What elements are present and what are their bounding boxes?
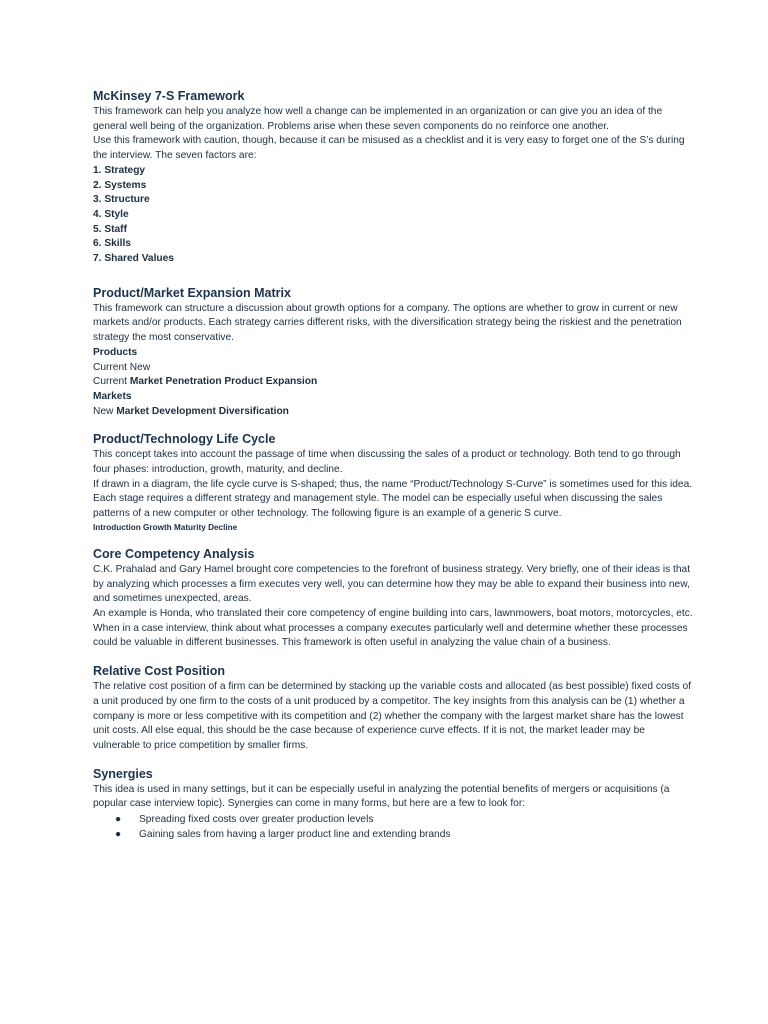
paragraph: An example is Honda, who translated their core competency of engine building into cars, lawnmowers, boat motors, motorcycles, etc. When in a case interview, think about what processes a company executes particularly well and determine whether these processes could be valuable in different businesses. This framework is often useful in analyzing the value chain of a business.	[93, 607, 693, 649]
heading-lifecycle: Product/Technology Life Cycle	[93, 432, 276, 447]
paragraph: If drawn in a diagram, the life cycle curve is S-shaped; thus, the name “Product/Technology S-Curve” is sometimes used for this idea. Each stage requires a different strategy and management style. The model can be especially useful when discussing the sales patterns of a new computer or other technology. The following figure is an example of a generic S curve.	[93, 478, 693, 520]
list-item: 2. Systems	[93, 179, 147, 191]
matrix-row-new	[93, 405, 693, 420]
section-mckinsey	[93, 88, 693, 267]
list-item-text: Spreading fixed costs over greater production levels	[139, 814, 374, 826]
section-core	[93, 546, 693, 651]
paragraph: This concept takes into account the passage of time when discussing the sales of a product or technology. Both tend to go through four phases: introduction, growth, maturity, and decline.	[93, 449, 681, 476]
matrix-row-cells: Market Penetration Product Expansion	[129, 376, 318, 388]
bullet-icon: ●	[115, 829, 122, 841]
paragraph: This framework can help you analyze how well a change can be implemented in an organization or can give you an idea of the general well being of the organization. Problems arise when these seven components do no reinforce one another.	[93, 106, 663, 132]
heading-mckinsey: McKinsey 7-S Framework	[93, 89, 245, 103]
paragraph: Use this framework with caution, though, because it can be misused as a checklist and it is very easy to forget one of the S’s during the interview. The seven factors are:	[93, 135, 685, 162]
matrix-markets-label: Markets	[93, 390, 132, 402]
list-item: 6. Skills	[93, 238, 131, 250]
list-item	[115, 827, 693, 842]
list-item: 4. Style	[93, 208, 129, 220]
matrix-row-cells: Market Development Diversification	[116, 405, 289, 417]
matrix-row-label: Current	[93, 376, 127, 388]
heading-synergies: Synergies	[93, 766, 153, 781]
list-item-text: Gaining sales from having a larger product line and extending brands	[139, 829, 451, 841]
matrix-current-new: Current New	[93, 361, 151, 373]
section-matrix	[93, 285, 693, 420]
paragraph: This idea is used in many settings, but it can be especially useful in analyzing the potential benefits of mergers or acquisitions (a popular case interview topic). Synergies can come in many forms, but here are a few to look for:	[93, 783, 670, 810]
factors-list	[93, 164, 693, 267]
heading-matrix: Product/Market Expansion Matrix	[93, 285, 291, 300]
bullet-icon: ●	[115, 814, 122, 826]
list-item: 7. Shared Values	[93, 253, 174, 265]
list-item: 3. Structure	[93, 194, 150, 206]
heading-core: Core Competency Analysis	[93, 546, 255, 561]
list-item: 5. Staff	[93, 223, 127, 235]
paragraph: This framework can structure a discussion about growth options for a company. The options are whether to grow in current or new markets and/or products. Each strategy carries different risks, with the diversification strategy being the riskiest and the penetration strategy the most conservative.	[93, 302, 682, 344]
synergies-list	[93, 812, 693, 842]
lifecycle-phases: Introduction Growth Maturity Decline	[93, 522, 238, 532]
section-synergies	[93, 766, 693, 842]
document-content	[93, 88, 693, 853]
matrix-row-current	[93, 375, 693, 390]
matrix-row-label: New	[93, 405, 114, 417]
heading-cost: Relative Cost Position	[93, 664, 225, 679]
list-item	[115, 812, 693, 827]
section-lifecycle	[93, 431, 693, 534]
paragraph: The relative cost position of a firm can be determined by stacking up the variable costs and allocated (as best possible) fixed costs of a unit produced by one firm to the costs of a unit produced by a competitor. The key insights from this analysis can be (1) whether a company is more or less competitive with its competition and (2) whether the company with the largest market share has the lowest unit costs. All else equal, this should be the case because of experience curve effects. If it is not, the market leader may be vulnerable to price competition by smaller firms.	[93, 681, 691, 751]
matrix-products-label: Products	[93, 346, 138, 358]
paragraph: C.K. Prahalad and Gary Hamel brought core competencies to the forefront of business strategy. Very briefly, one of their ideas is that by analyzing which processes a firm executes very well, you can determine how they may be able to expand their business into new, and sometimes unexpected, areas.	[93, 563, 691, 605]
section-cost	[93, 663, 693, 754]
list-item: 1. Strategy	[93, 164, 146, 176]
